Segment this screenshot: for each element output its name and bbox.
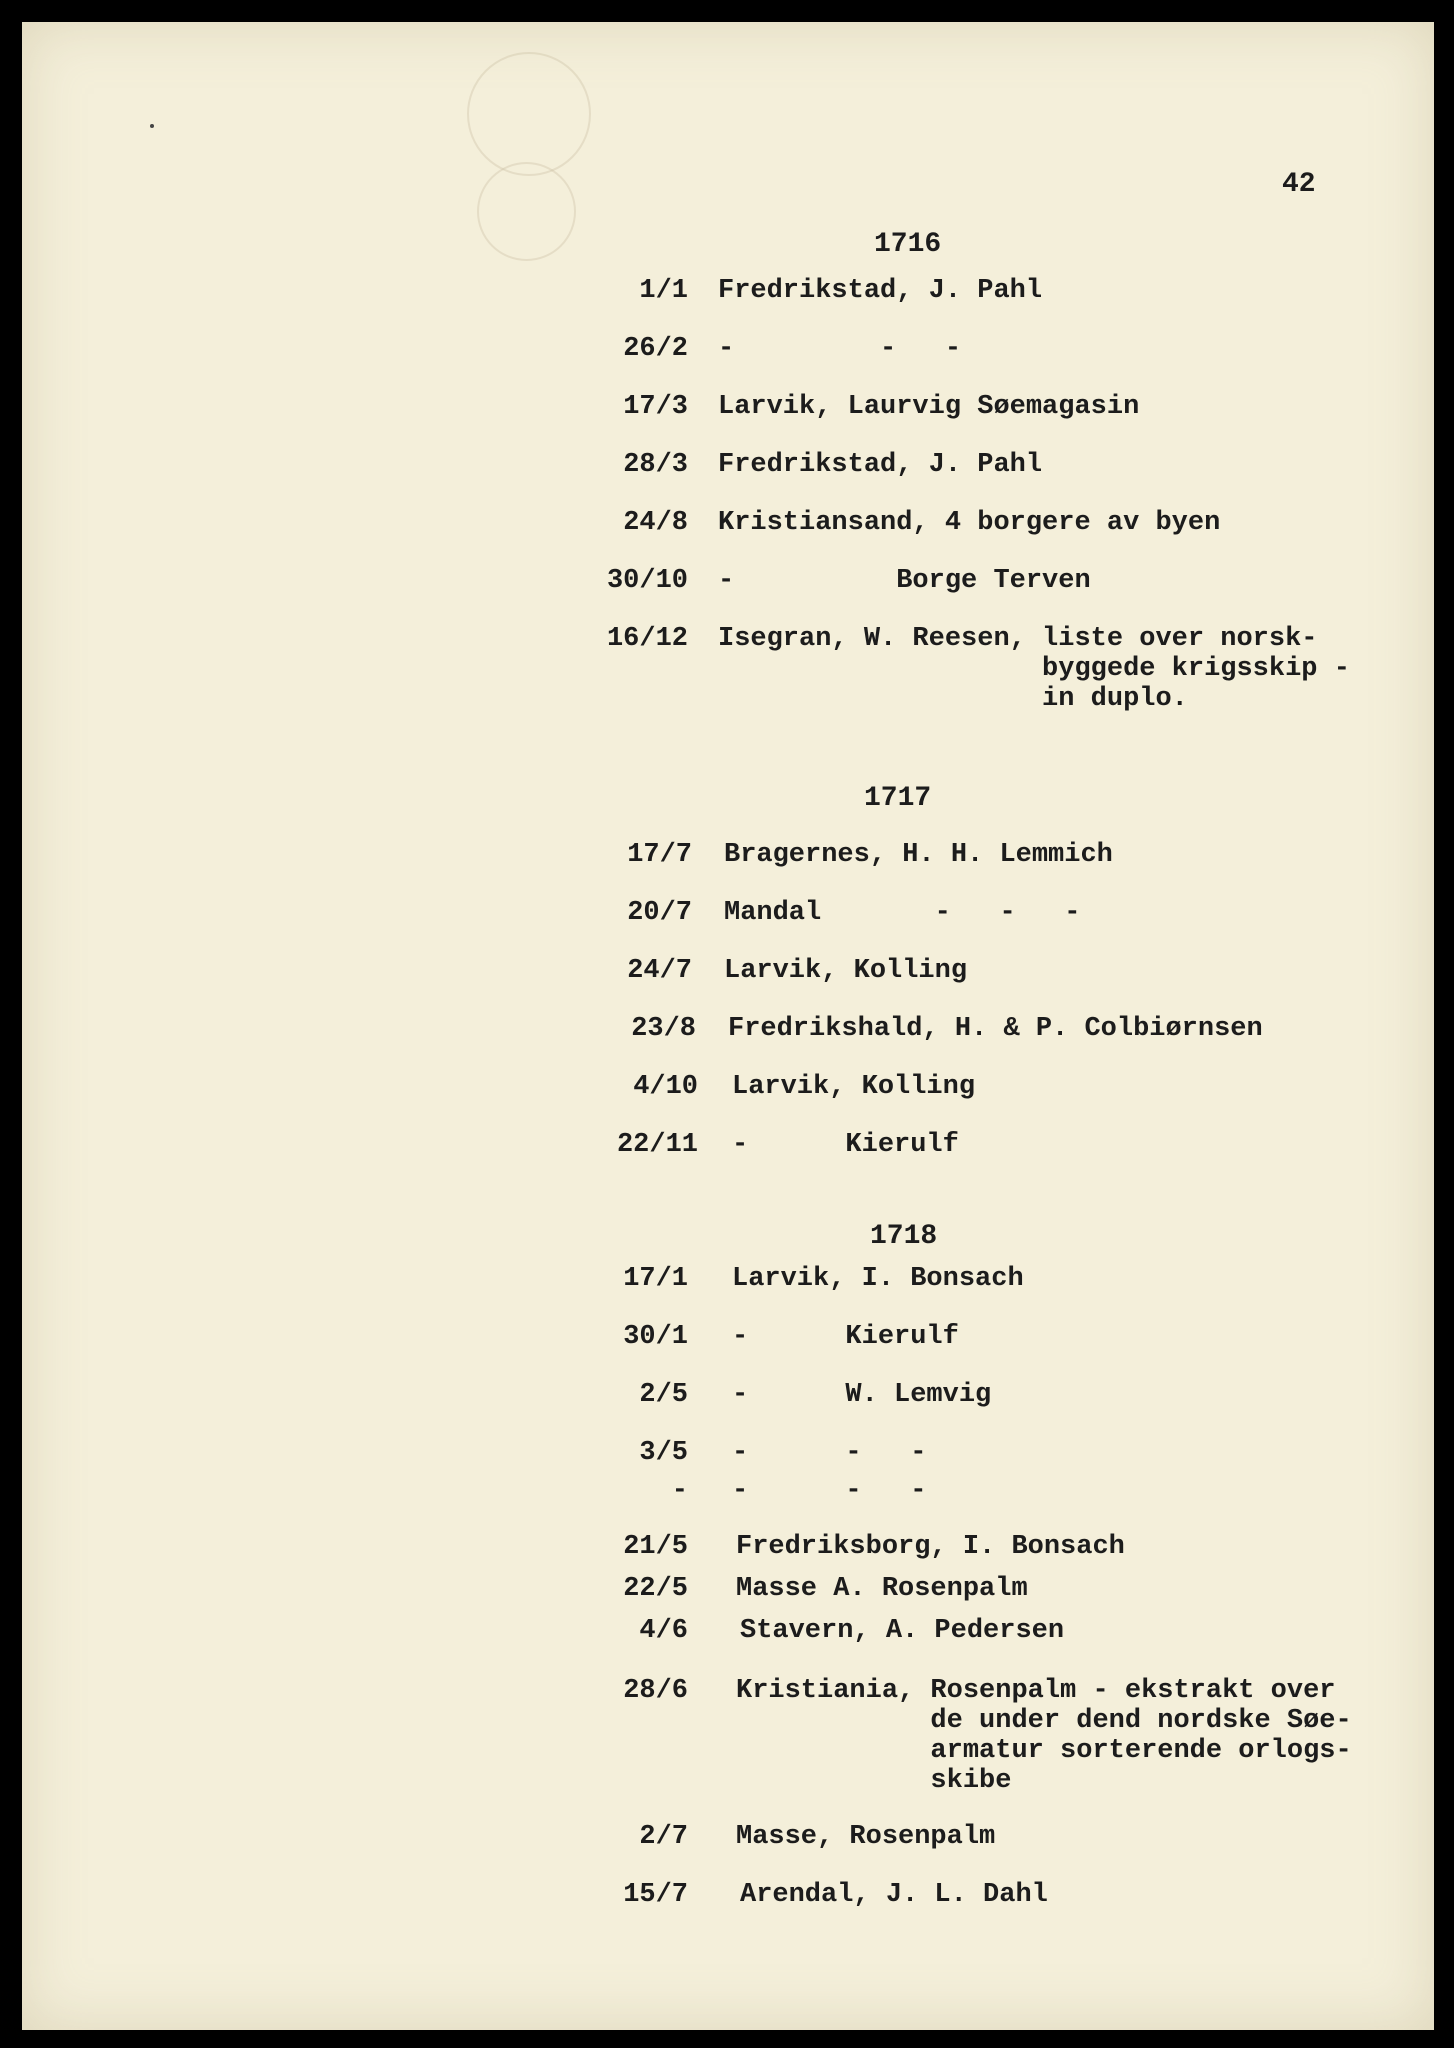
entry-date: 17/1 bbox=[623, 1264, 688, 1294]
entry-text: in duplo. bbox=[718, 684, 1188, 714]
entry-date: 4/10 bbox=[633, 1072, 698, 1102]
entry-text: Larvik, Laurvig Søemagasin bbox=[718, 392, 1140, 422]
entry-text: Kristiania, Rosenpalm - ekstrakt over bbox=[736, 1676, 1336, 1706]
entry-text: Bragernes, H. H. Lemmich bbox=[724, 840, 1113, 870]
entry-text: - - - bbox=[732, 1438, 927, 1468]
entry-date: 17/7 bbox=[627, 840, 692, 870]
entry-text: Masse, Rosenpalm bbox=[736, 1822, 996, 1852]
entry-date: 17/3 bbox=[623, 392, 688, 422]
entry-date: 28/6 bbox=[623, 1676, 688, 1706]
entry-text: Fredrikstad, J. Pahl bbox=[718, 450, 1043, 480]
year-heading: 1717 bbox=[864, 783, 932, 814]
entry-date: 15/7 bbox=[623, 1880, 688, 1910]
document-page bbox=[22, 22, 1434, 2030]
entry-text: Arendal, J. L. Dahl bbox=[740, 1880, 1048, 1910]
entry-date: 4/6 bbox=[639, 1616, 688, 1646]
ink-speck bbox=[150, 124, 154, 128]
entry-text: armatur sorterende orlogs- bbox=[736, 1736, 1352, 1766]
entry-text: Fredrikstad, J. Pahl bbox=[718, 276, 1043, 306]
entry-date: - bbox=[671, 1476, 688, 1506]
entry-date: 26/2 bbox=[623, 334, 688, 364]
entry-text: Kristiansand, 4 borgere av byen bbox=[718, 508, 1221, 538]
entry-text: Fredriksborg, I. Bonsach bbox=[736, 1532, 1125, 1562]
entry-text: Stavern, A. Pedersen bbox=[740, 1616, 1065, 1646]
entry-text: - Kierulf bbox=[732, 1130, 959, 1160]
entry-date: 2/5 bbox=[639, 1380, 688, 1410]
entry-date: 24/7 bbox=[627, 956, 692, 986]
entry-text: byggede krigsskip - bbox=[718, 654, 1350, 684]
entry-date: 21/5 bbox=[623, 1532, 688, 1562]
entry-date: 24/8 bbox=[623, 508, 688, 538]
entry-text: Larvik, I. Bonsach bbox=[732, 1264, 1024, 1294]
entry-date: 16/12 bbox=[606, 624, 688, 654]
entry-text: - W. Lemvig bbox=[732, 1380, 992, 1410]
year-heading: 1716 bbox=[874, 229, 942, 260]
year-heading: 1718 bbox=[870, 1221, 938, 1252]
entry-text: - Kierulf bbox=[732, 1322, 959, 1352]
page-number: 42 bbox=[1282, 169, 1316, 200]
entry-text: de under dend nordske Søe- bbox=[736, 1706, 1352, 1736]
entry-text: Fredrikshald, H. & P. Colbiørnsen bbox=[728, 1014, 1263, 1044]
entry-date: 3/5 bbox=[639, 1438, 688, 1468]
entry-date: 20/7 bbox=[627, 898, 692, 928]
entry-text: Isegran, W. Reesen, liste over norsk- bbox=[718, 624, 1318, 654]
entry-text: Larvik, Kolling bbox=[732, 1072, 976, 1102]
entry-date: 28/3 bbox=[623, 450, 688, 480]
entry-date: 30/1 bbox=[623, 1322, 688, 1352]
entry-text: - - - bbox=[732, 1476, 927, 1506]
background-stamp-mark bbox=[467, 52, 591, 176]
entry-text: Mandal - - - bbox=[724, 898, 1081, 928]
entry-text: Masse A. Rosenpalm bbox=[736, 1574, 1028, 1604]
entry-date: 22/5 bbox=[623, 1574, 688, 1604]
entry-date: 22/11 bbox=[616, 1130, 698, 1160]
entry-text: - - - bbox=[718, 334, 962, 364]
entry-date: 1/1 bbox=[639, 276, 688, 306]
entry-date: 30/10 bbox=[606, 566, 688, 596]
entry-text: - Borge Terven bbox=[718, 566, 1091, 596]
entry-date: 2/7 bbox=[639, 1822, 688, 1852]
entry-date: 23/8 bbox=[631, 1014, 696, 1044]
entry-text: skibe bbox=[736, 1766, 1012, 1796]
background-stamp-mark bbox=[477, 162, 576, 261]
entry-text: Larvik, Kolling bbox=[724, 956, 968, 986]
